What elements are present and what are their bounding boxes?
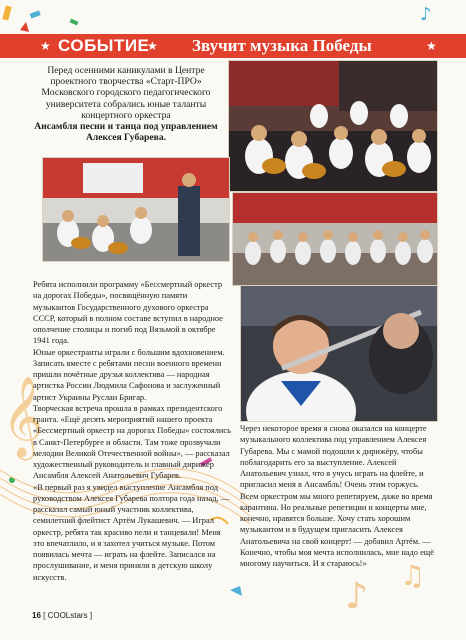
paragraph: «В первый раз я увидел выступление Ансамбля под руководством Алексея Губарева полтора года назад, — рассказал самый юный участник коллектива, семилетний флейтист Артём Лукашевич. — Играл оркестр, ребята так красиво пели и танцевали! Меня это впечатлило, и я захотел учиться музыке. Потом появилась мечта — играть на флейте. Записался на прослушивание, и меня приняли в детскую школу искусств. xyxy=(33,482,230,582)
article-body-left xyxy=(33,279,231,583)
article-body-right xyxy=(240,423,436,569)
photo-orchestra-rehearsal xyxy=(228,60,438,192)
page-footer xyxy=(32,611,92,620)
paragraph: Через некоторое время я снова оказался на концерте музыкального коллектива под управлением Алексея Губарева. Мы с мамой подошли к дирижёру, чтобы поблагодарить его за выступление. Алексей Анатольевич узнал, что я учусь играть на флейте, и пригласил меня в Ансамбль! Очень этим горжусь. xyxy=(240,424,427,490)
paragraph: Творческая встреча прошла в рамках президентского гранта. «Ещё десять мероприятий нашего проекта «Бессмертный оркестр на дорогах Победы» состоялись в Санкт-Петербурге и области. Там тоже прозвучали мелодии Великой Отечественной войны», — рассказал художественный руководитель и главный дирижёр Ансамбля Алексей Анатольевич Губарев. xyxy=(33,403,231,481)
svg-text:𝄞: 𝄞 xyxy=(2,375,44,457)
magazine-name: [ COOLstars ] xyxy=(43,611,93,620)
svg-text:♫: ♫ xyxy=(400,559,426,592)
page-number: 16 xyxy=(32,611,41,620)
paragraph: Юные оркестранты играли с большим вдохновением. Записать вместе с ребятами песни военного времени пришли почётные друзья коллектива — народная артистка России Людмила Сафонова и заслуженный артист Украины Руслан Бригар. xyxy=(33,347,225,402)
section-label: СОБЫТИЕ xyxy=(58,36,150,55)
article-title: Звучит музыка Победы xyxy=(192,36,372,55)
star-icon: ★ xyxy=(40,39,51,53)
svg-text:♪: ♪ xyxy=(420,4,432,25)
star-icon: ★ xyxy=(426,39,437,53)
paragraph: Ребята исполнили программу «Бессмертный оркестр на дорогах Победы», посвящённую памяти музыкантов Государственного духового оркестра СССР, который в полном составе вступил в народное ополчение столицы и погиб под Вязьмой в октябре 1941 года. xyxy=(33,280,223,346)
photo-conductor-orchestra xyxy=(42,157,230,262)
lead-bold-text: Ансамбля песни и танца под управлением Алексея Губарева. xyxy=(34,121,218,144)
paragraph: Всем оркестром мы много репетируем, даже во время карантина. Но реальные репетиции и концерты мне, конечно, нравятся больше. Хочу стать хорошим музыкантом и в будущем пригласить Алексея Анатольевича на свой концерт! — добавил Артём. — Конечно, чтобы моя мечта исполнилась, мне надо ещё многому научиться. И я стараюсь!» xyxy=(240,491,434,568)
svg-text:♪: ♪ xyxy=(345,576,368,617)
photo-young-flutist xyxy=(240,285,438,422)
lead-text: Перед осенними каникулами в Центре проектного творчества «Старт-ПРО» Московского городского педагогического университета собрались юные таланты концертного оркестра xyxy=(41,65,211,121)
article-lead xyxy=(26,65,226,143)
star-icon: ★ xyxy=(147,39,158,53)
photo-orchestra-group xyxy=(232,192,438,286)
